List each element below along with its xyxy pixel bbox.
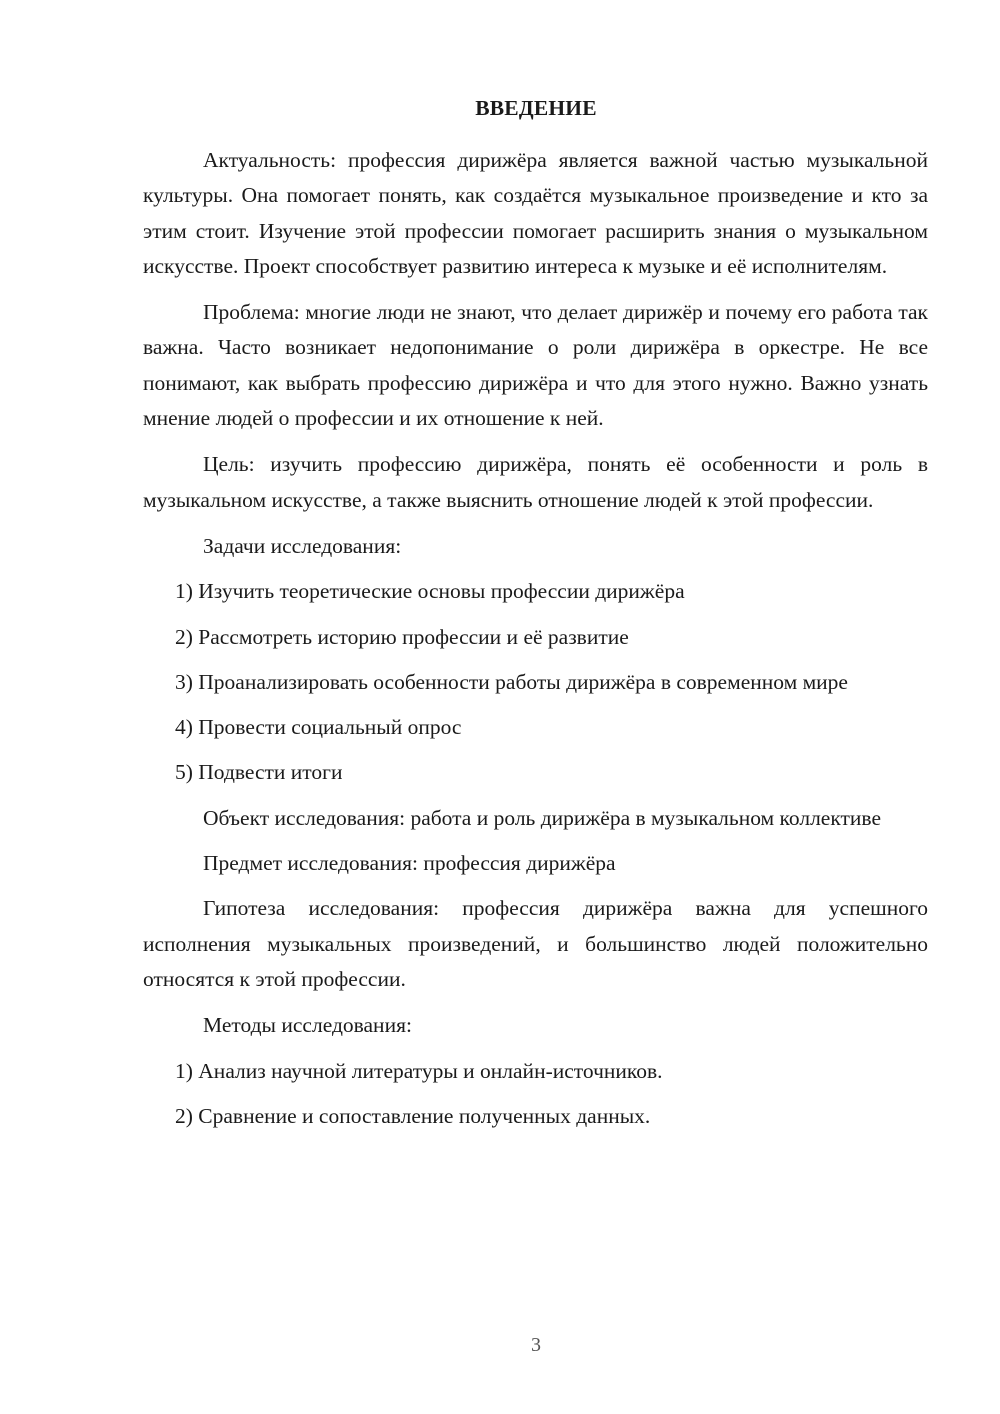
page-number: 3	[531, 1334, 541, 1356]
methods-heading: Методы исследования:	[203, 1013, 412, 1038]
paragraph-subject: Предмет исследования: профессия дирижёра	[203, 851, 616, 876]
tasks-heading: Задачи исследования:	[203, 533, 402, 558]
paragraph-relevance: Актуальность: профессия дирижёра является важной частью музыкальной культуры. Она помогает понять, как создаётся музыкальное произведение и кто за этим стоит. Изучение этой профессии помогает расширить знания о музыкальном искусстве. Проект способствует развитию интереса к музыке и её исполнителям.	[143, 148, 928, 278]
list-item: 4) Провести социальный опрос	[175, 715, 462, 740]
paragraph-object: Объект исследования: работа и роль дирижёра в музыкальном коллективе	[203, 805, 881, 830]
list-item: 3) Проанализировать особенности работы дирижёра в современном мире	[175, 669, 848, 694]
list-item: 5) Подвести итоги	[175, 760, 343, 785]
list-item: 2) Рассмотреть историю профессии и её развитие	[175, 624, 629, 649]
body-text	[143, 143, 928, 1134]
list-item: 1) Изучить теоретические основы профессии дирижёра	[175, 579, 685, 604]
list-item: 2) Сравнение и сопоставление полученных данных.	[175, 1103, 651, 1128]
paragraph-hypothesis: Гипотеза исследования: профессия дирижёра важна для успешного исполнения музыкальных произведений, и большинство людей положительно относятся к этой профессии.	[143, 896, 928, 991]
paragraph-problem: Проблема: многие люди не знают, что делает дирижёр и почему его работа так важна. Часто возникает недопонимание о роли дирижёра в оркестре. Не все понимают, как выбрать профессию дирижёра и что для этого нужно. Важно узнать мнение людей о профессии и их отношение к ней.	[143, 300, 928, 431]
page-title: ВВЕДЕНИЕ	[475, 96, 597, 120]
paragraph-goal: Цель: изучить профессию дирижёра, понять её особенности и роль в музыкальном искусстве, а также выяснить отношение людей к этой профессии.	[143, 452, 928, 512]
list-item: 1) Анализ научной литературы и онлайн-источников.	[175, 1058, 663, 1083]
